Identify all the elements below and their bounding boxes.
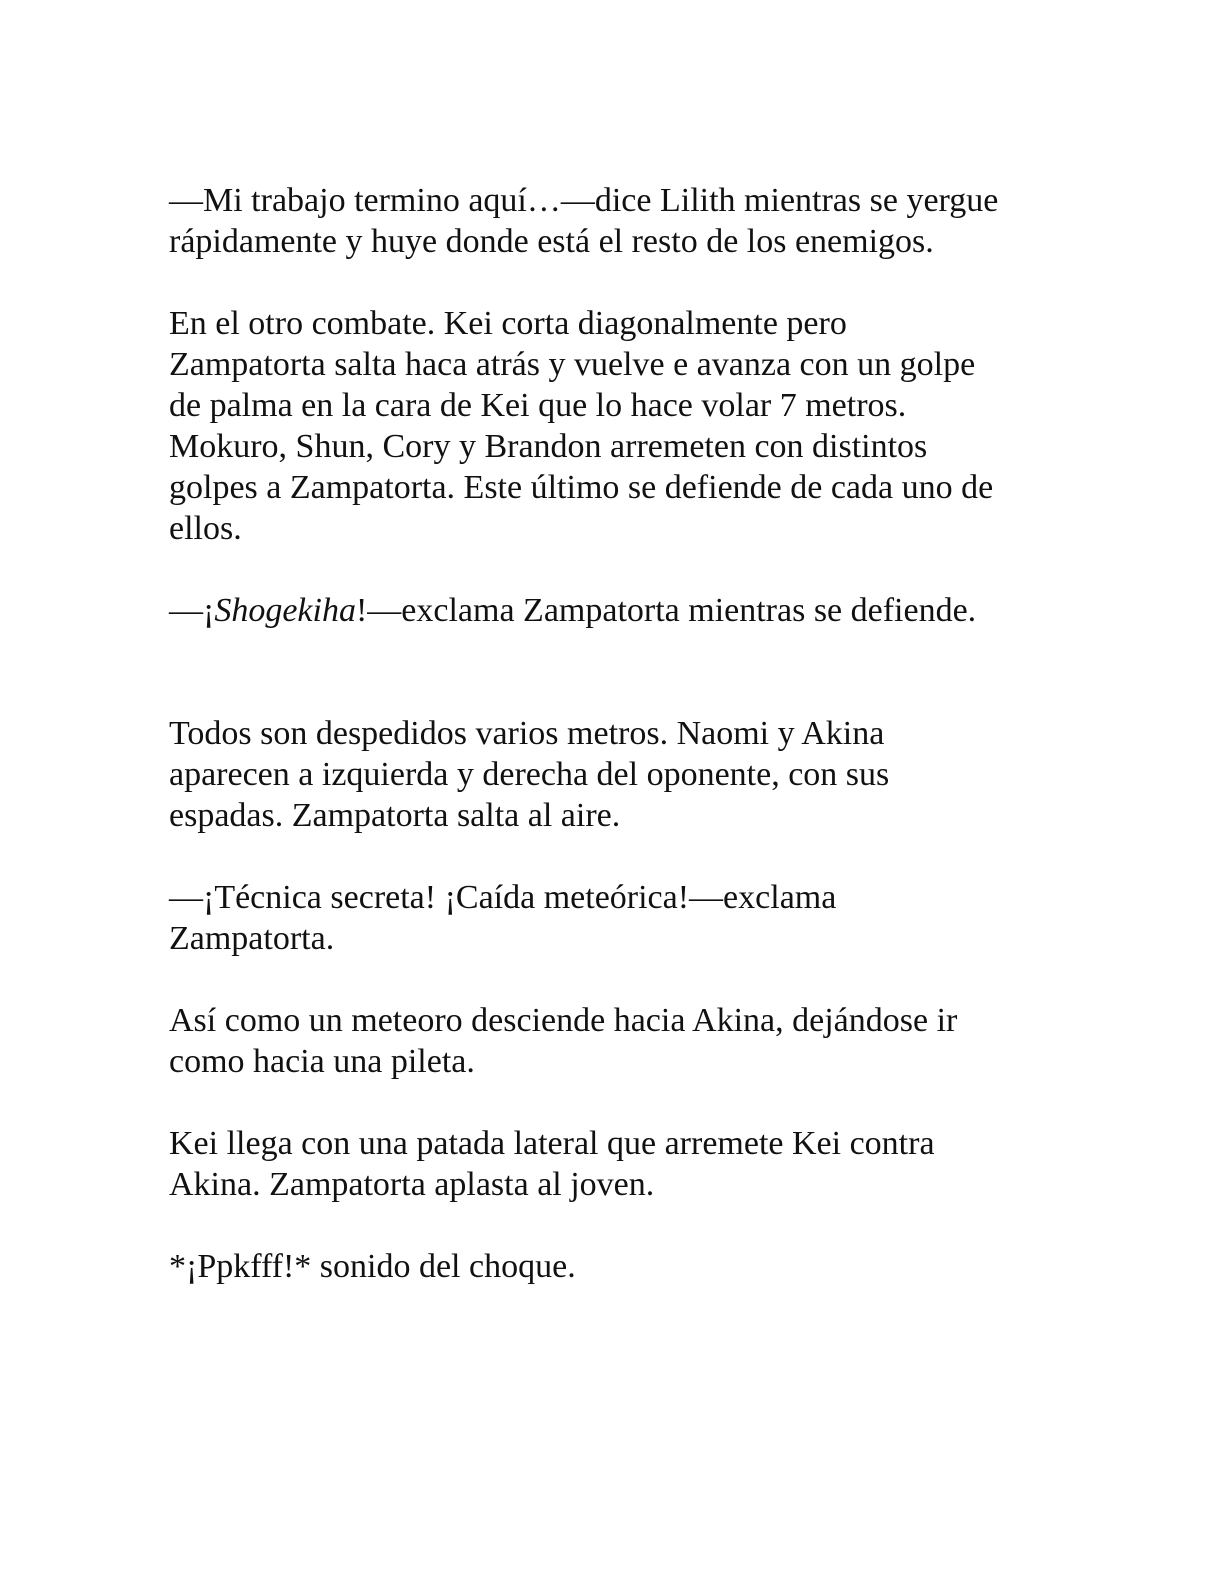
shogekiha-prefix: —¡ bbox=[169, 592, 215, 629]
paragraph-meteor: Así como un meteoro desciende hacia Akina, dejándose ir como hacia una pileta. bbox=[169, 1002, 958, 1080]
paragraph-combat: En el otro combate. Kei corta diagonalmente pero Zampatorta salta haca atrás y vuelve e avanza con un golpe de palma en la cara de Kei que lo hace volar 7 metros. Mokuro, Shun, Cory y Brandon arremeten con distintos golpes a Zampatorta. Este último se defiende de cada uno de ellos. bbox=[169, 305, 994, 547]
shogekiha-suffix: !—exclama Zampatorta mientras se defiende. bbox=[355, 592, 977, 629]
shogekiha-term: Shogekiha bbox=[214, 592, 356, 629]
paragraph-dispatched: Todos son despedidos varios metros. Naomi y Akina aparecen a izquierda y derecha del oponente, con sus espadas. Zampatorta salta al aire. bbox=[169, 715, 890, 834]
paragraph-shogekiha bbox=[169, 590, 1069, 631]
paragraph-crash-sound: *¡Ppkfff!* sonido del choque. bbox=[169, 1248, 576, 1285]
document-body bbox=[169, 180, 1069, 1328]
paragraph-kick: Kei llega con una patada lateral que arremete Kei contra Akina. Zampatorta aplasta al joven. bbox=[169, 1125, 935, 1203]
paragraph-secret-technique: —¡Técnica secreta! ¡Caída meteórica!—exclama Zampatorta. bbox=[169, 879, 837, 957]
paragraph-lilith-exit: —Mi trabajo termino aquí…—dice Lilith mientras se yergue rápidamente y huye donde está el resto de los enemigos. bbox=[169, 182, 999, 260]
